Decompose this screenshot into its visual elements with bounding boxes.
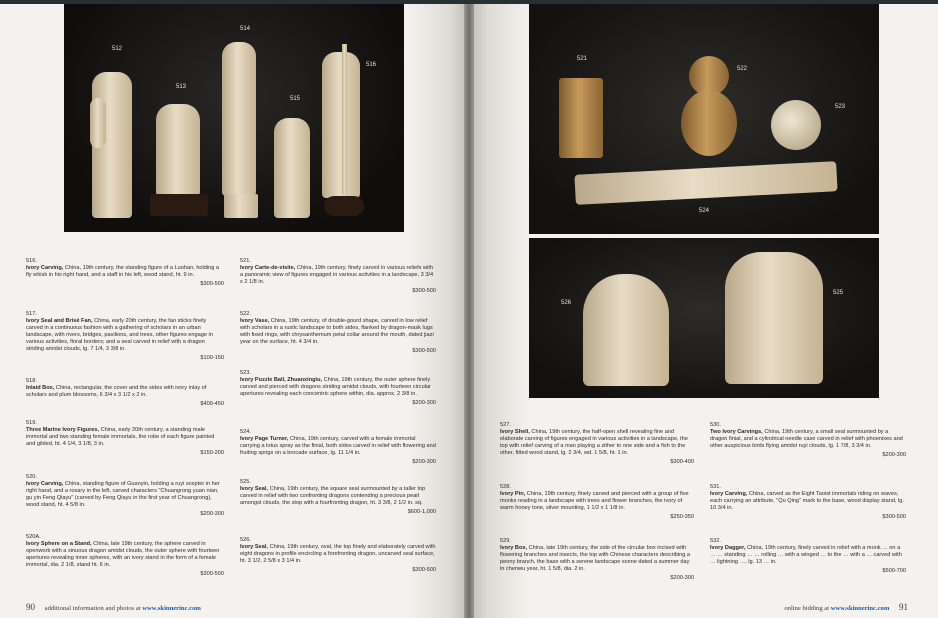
lot-entry <box>500 538 694 581</box>
lot-number: 529. <box>500 538 511 544</box>
lot-entry <box>240 429 436 465</box>
lot-title: Ivory Sphere on a Stand, <box>26 541 92 547</box>
ivory-vase-body <box>681 90 737 156</box>
page-footer <box>26 602 201 612</box>
lot-estimate: $100-150 <box>200 355 224 361</box>
catalog-spread <box>0 4 938 618</box>
lot-description: China, 19th century, of double-gourd shape, carved in low relief with scholars in a rustic landscape to both sides, flanked by dragon-mask lugs with fixed rings, with chrysanthemum petal collar around the mouth, dated jiazi year on the surface, ht. 4 3/4 in. <box>240 318 434 345</box>
lot-description: China, 19th century, the square seal surmounted by a taller top carved in relief with two confronting dragons contending a precious pearl amongst clouds, the stop with a fourfronting dragon, ht. 3 3/8, 2 1/2 in. sq. <box>240 486 426 506</box>
lot-description: China, standing figure of Guanyin, holding a ruyi scepter in her right hand, and a rosary in the left, carved characters "Chuangrong yuan nian, gu yin Feng Qiayu" (carved by Feng Qiayu in the first year of Chuangrong), wood stand, ht. 4 5/8 in. <box>26 481 220 508</box>
lot-estimate: $200-300 <box>670 575 694 581</box>
lot-number: 528. <box>500 484 511 490</box>
right-page <box>474 4 938 618</box>
lot-entry <box>500 484 694 520</box>
lot-estimate: $250-350 <box>670 514 694 520</box>
lot-label: 523 <box>835 104 846 110</box>
lot-title: Ivory Vase, <box>240 318 270 324</box>
lot-estimate: $300-500 <box>412 348 436 354</box>
ivory-figure-small <box>274 118 310 218</box>
lot-number: 524. <box>240 429 251 435</box>
lot-estimate: $200-300 <box>200 511 224 517</box>
lot-entry <box>26 420 224 456</box>
lot-entry <box>500 422 694 465</box>
seals-photo <box>529 238 879 398</box>
lot-entry <box>240 370 436 406</box>
ivory-page-turner <box>574 161 837 205</box>
lot-description: China, early 20th century, the fan sticks finely carved in a continuous fashion with a gathering of scholars in an urban landscape, with rivers, bridges, pavilions, and trees, other figures engage in various activities, floral borders; and a seal carved in relief with a dragon striding amidst clouds, lg. 7 1/4, 3 3/8 in. <box>26 318 213 352</box>
lot-estimate: $200-300 <box>412 459 436 465</box>
lot-label: 514 <box>240 26 251 32</box>
lot-title: Ivory Carving, <box>26 265 64 271</box>
lot-label: 515 <box>290 96 301 102</box>
lot-description: China, 19th century, the outer sphere finely carved and pierced with dragons striding amidst clouds, with fourteen circular apertures revealing each concentric sphere within, dia. approx. 2 3/8 in. <box>240 377 431 397</box>
lot-estimate: $300-400 <box>670 459 694 465</box>
footer-link[interactable]: www.skinnerinc.com <box>142 605 201 612</box>
lot-title: Ivory Box, <box>500 545 528 551</box>
page-footer <box>784 602 908 612</box>
page-gutter <box>464 4 474 618</box>
lot-number: 516. <box>26 258 37 264</box>
lot-entry <box>26 258 224 287</box>
lot-label: 512 <box>112 46 123 52</box>
lot-title: Ivory Seal and Brisé Fan, <box>26 318 93 324</box>
lot-estimate: $300-500 <box>882 514 906 520</box>
lot-entry <box>26 534 224 577</box>
lot-number: 519. <box>26 420 37 426</box>
footer-text: additional information and photos at <box>44 605 141 612</box>
lot-entry <box>240 311 436 354</box>
lot-description: China, 19th century, oval, the top finely and elaborately carved with eight dragons in profile encircling a forefronting dragon, uncarved seal surface, ht. 3 1/2, 2 5/8 x 3 1/4 in. <box>240 544 436 564</box>
ivory-figure-guanyin <box>222 42 256 196</box>
lot-description: China, 19th century, a small seal surmounted by a dragon finial, and a cylindrical needle case carved in relief with phoenixes and other auspicious birds flying amidst ruyi clouds, lg. 1 7/8, 3 3/4 in. <box>710 429 903 449</box>
lot-description: China, 19th century, carved with a female immortal carrying a lotus spray as the finial, both sides carved in relief with flowering and fruiting sprigs on a brocade surface, lg. 11 1/4 in. <box>240 436 436 456</box>
lot-entry <box>26 378 224 407</box>
lot-title: Three Marine Ivory Figures, <box>26 427 100 433</box>
lot-description: China, rectangular, the cover and the sides with ivory inlay of scholars and plum blossoms, 6 3/4 x 3 1/2 x 2 in. <box>26 385 207 398</box>
ivory-card-case <box>559 78 603 158</box>
lot-title: Ivory Dagger, <box>710 545 746 551</box>
lot-description: China, late 19th century, the side of the circular box incised with flowering branches and insects, the top with Chinese characters describing a peony branch, the base with a serene landscape scene dated a summer day in chenwu year, ht. 1 5/8, dia. 2 in. <box>500 545 690 572</box>
lot-estimate: $300-500 <box>412 567 436 573</box>
lot-title: Two Ivory Carvings, <box>710 429 763 435</box>
ivory-seal-cylinder <box>583 274 669 386</box>
lot-description: China, 19th century, finely carved in various reliefs with a panoramic view of figures engaged in various activities in a landscape, 3 3/4 x 2 1/8 in. <box>240 265 434 285</box>
lot-title: Ivory Carte-de-visite, <box>240 265 296 271</box>
lot-label: 524 <box>699 208 710 214</box>
lot-description: China, 19th century, the half-open shell revealing fine and elaborate carving of figures engaged in various activities in a landscape, the top with relief carving of a man playing a zither to one side and a fish to the other, fitted wood stand, lg. 2 3/4, wd. 1 5/8, ht. 1 in. <box>500 429 688 456</box>
lot-estimate: $200-300 <box>412 400 436 406</box>
lot-estimate: $300-500 <box>200 281 224 287</box>
lot-entry <box>240 479 436 515</box>
lot-number: 518. <box>26 378 37 384</box>
lot-description: China, late 19th century, the sphere carved in openwork with a sinuous dragon amidst clouds, the outer sphere with fourteen apertures revealing inner spheres, with an ivory stand in the form of a female immortal, dia. 2 1/8, stand ht. 6 in. <box>26 541 220 568</box>
lot-label: 521 <box>577 56 588 62</box>
lot-description: China, 19th century, finely carved and pierced with a group of five monks reading in a landscape with trees and flower branches, the ivory of warm honey tone, silver mounting, 1 1/2 x 1 1/8 in. <box>500 491 689 511</box>
page-number: 91 <box>899 602 908 612</box>
lot-number: 527. <box>500 422 511 428</box>
lot-entry <box>710 422 906 458</box>
lot-label: 525 <box>833 290 844 296</box>
lot-number: 530. <box>710 422 721 428</box>
ivory-stand <box>224 194 258 218</box>
ivory-figure-seated <box>156 104 200 196</box>
ivory-figure-child <box>90 98 106 148</box>
lot-description: China, 19th century, finely carved in relief with a monk … on a … … standing … … rolling … with a winged … to the … with a … carved with … lightning …, lg. 13 … in. <box>710 545 902 565</box>
lot-title: Ivory Shell, <box>500 429 530 435</box>
wood-stand <box>324 196 364 216</box>
ivory-seal-square <box>725 252 823 384</box>
lot-title: Inlaid Box, <box>26 385 55 391</box>
lot-estimate: $600-1,000 <box>407 509 436 515</box>
wood-stand <box>150 194 208 216</box>
lot-number: 521. <box>240 258 251 264</box>
lot-estimate: $200-300 <box>882 452 906 458</box>
lot-entry <box>240 258 436 294</box>
ivory-figure-staff <box>322 52 360 198</box>
lot-number: 532. <box>710 538 721 544</box>
lot-title: Ivory Pin, <box>500 491 526 497</box>
page-number: 90 <box>26 602 35 612</box>
lot-entry <box>710 538 906 574</box>
ivory-puzzle-ball <box>771 100 821 150</box>
footer-link[interactable]: www.skinnerinc.com <box>830 605 890 612</box>
lot-number: 520. <box>26 474 37 480</box>
figures-photo <box>64 4 404 232</box>
lot-estimate: $300-500 <box>412 288 436 294</box>
left-page <box>0 4 464 618</box>
lot-description: China, 19th century, the standing figure of a Luohan, holding a fly whisk in his right hand, and a staff in his left, wood stand, ht. 9 in. <box>26 265 220 278</box>
lot-number: 526. <box>240 537 251 543</box>
lot-entry <box>26 474 224 517</box>
lot-estimate: $150-200 <box>200 450 224 456</box>
lot-estimate: $400-450 <box>200 401 224 407</box>
lot-title: Ivory Page Turner, <box>240 436 289 442</box>
lot-description: China, early 20th century, a standing male immortal and two standing female immortals, the robe of each figure painted and gilded, ht. 4 1/4, 3 1/8, 3 in. <box>26 427 215 447</box>
lot-number: 520A. <box>26 534 41 540</box>
lot-number: 522. <box>240 311 251 317</box>
lot-title: Ivory Seal, <box>240 486 268 492</box>
lot-entry <box>710 484 906 520</box>
lot-number: 525. <box>240 479 251 485</box>
lot-title: Ivory Carving, <box>26 481 64 487</box>
lot-number: 523. <box>240 370 251 376</box>
lot-title: Ivory Puzzle Ball, Zhuanxingiu, <box>240 377 323 383</box>
lot-description: China, carved as the Eight Taoist immortals riding on waves, each carrying an attribute, "Qu Qing" mark to the base, wood display stand, lg. 10 3/4 in. <box>710 491 904 511</box>
lot-entry <box>240 537 436 573</box>
lot-title: Ivory Carving, <box>710 491 748 497</box>
footer-text: online bidding at <box>784 605 830 612</box>
lot-estimate: $500-700 <box>882 568 906 574</box>
lot-title: Ivory Seal, <box>240 544 268 550</box>
lot-number: 531. <box>710 484 721 490</box>
lot-label: 513 <box>176 84 187 90</box>
lot-label: 526 <box>561 300 572 306</box>
lot-entry <box>26 311 224 361</box>
lot-label: 522 <box>737 66 748 72</box>
lot-number: 517. <box>26 311 37 317</box>
objects-photo <box>529 4 879 234</box>
lot-label: 516 <box>366 62 377 68</box>
ivory-staff <box>342 44 347 194</box>
lot-estimate: $300-500 <box>200 571 224 577</box>
